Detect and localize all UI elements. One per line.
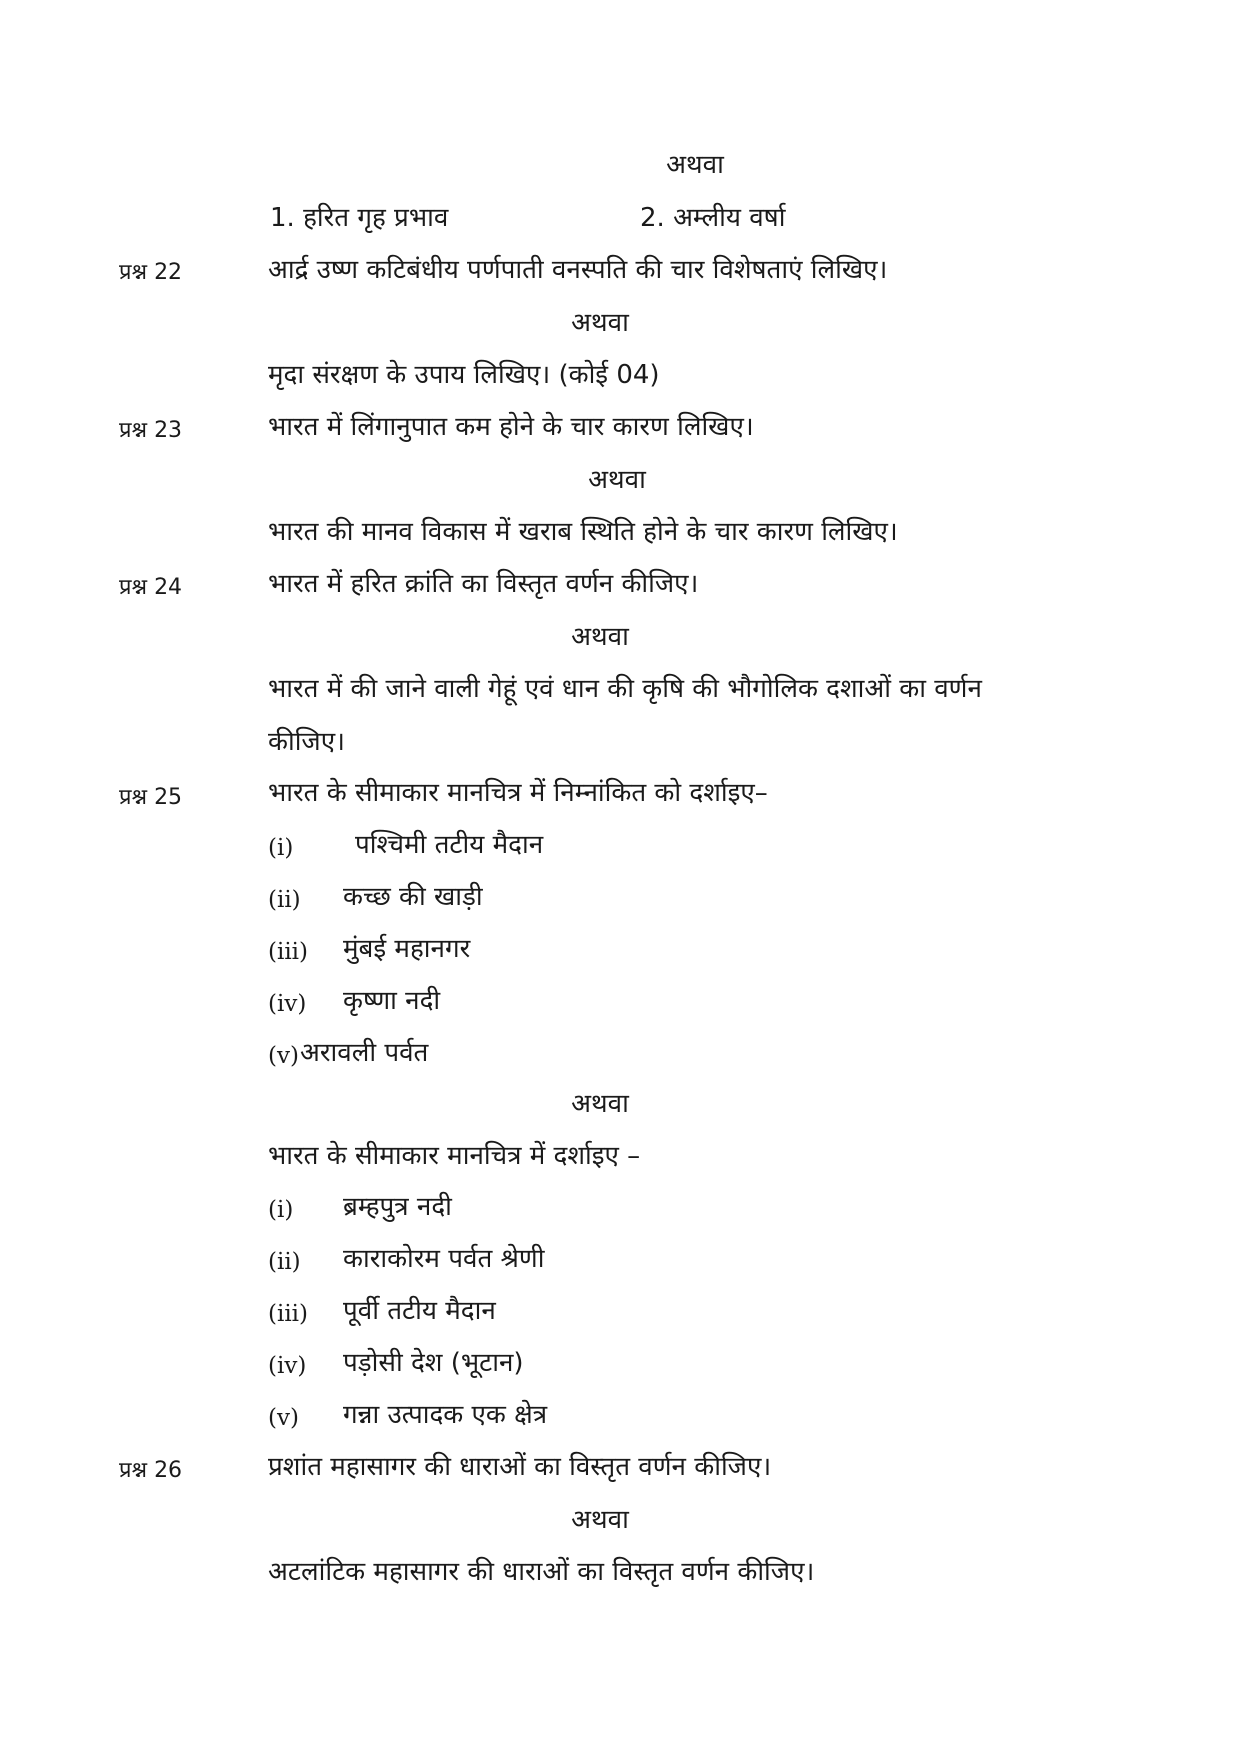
list-item-text: पश्चिमी तटीय मैदान — [355, 830, 544, 860]
question-26-text: प्रशांत महासागर की धाराओं का विस्तृत वर्णन कीजिए। — [268, 1452, 772, 1482]
question-22-text: आर्द्र उष्ण कटिबंधीय पर्णपाती वनस्पति की चार विशेषताएं लिखिए। — [268, 255, 888, 285]
or-label: अथवा — [571, 622, 629, 652]
question-25-alt: भारत के सीमाकार मानचित्र में दर्शाइए – — [268, 1141, 641, 1171]
question-23-label: प्रश्न 23 — [119, 418, 183, 443]
list-item-text: काराकोरम पर्वत श्रेणी — [343, 1244, 545, 1274]
list-item-number: (iii) — [268, 939, 309, 965]
list-item-number: (iv) — [268, 1353, 307, 1379]
question-26-alt: अटलांटिक महासागर की धाराओं का विस्तृत वर्णन कीजिए। — [268, 1557, 815, 1587]
question-25-text: भारत के सीमाकार मानचित्र में निम्नांकित को दर्शाइए– — [268, 778, 768, 808]
question-26-label: प्रश्न 26 — [119, 1458, 183, 1483]
list-item-number: (i) — [268, 1197, 294, 1223]
question-25-label: प्रश्न 25 — [119, 785, 183, 810]
list-item-number: (ii) — [268, 1249, 301, 1275]
list-item-text: पूर्वी तटीय मैदान — [343, 1296, 496, 1326]
prev-option-1: 1. हरित गृह प्रभाव — [270, 203, 449, 233]
list-item-number: (iv) — [268, 991, 307, 1017]
prev-option-2: 2. अम्लीय वर्षा — [640, 203, 786, 233]
list-item-text: मुंबई महानगर — [343, 934, 471, 964]
list-item-text: पड़ोसी देश (भूटान) — [343, 1348, 524, 1378]
or-label: अथवा — [571, 1089, 629, 1119]
or-label: अथवा — [588, 465, 646, 495]
question-24-text: भारत में हरित क्रांति का विस्तृत वर्णन कीजिए। — [268, 569, 699, 599]
list-item-number: (v) — [268, 1043, 299, 1069]
list-item-number: (v) — [268, 1405, 299, 1431]
list-item-text: अरावली पर्वत — [300, 1038, 429, 1068]
question-22-label: प्रश्न 22 — [119, 260, 183, 285]
question-22-alt: मृदा संरक्षण के उपाय लिखिए। (कोई 04) — [268, 360, 660, 390]
list-item-number: (ii) — [268, 887, 301, 913]
or-label: अथवा — [666, 150, 724, 180]
question-24-alt-line1: भारत में की जाने वाली गेहूं एवं धान की कृषि की भौगोलिक दशाओं का वर्णन — [268, 674, 982, 704]
list-item-text: कच्छ की खाड़ी — [343, 882, 483, 912]
question-23-alt: भारत की मानव विकास में खराब स्थिति होने के चार कारण लिखिए। — [268, 517, 898, 547]
list-item-text: कृष्णा नदी — [343, 986, 441, 1016]
list-item-text: ब्रम्हपुत्र नदी — [343, 1192, 452, 1222]
or-label: अथवा — [571, 1505, 629, 1535]
or-label: अथवा — [571, 308, 629, 338]
list-item-number: (iii) — [268, 1301, 309, 1327]
question-23-text: भारत में लिंगानुपात कम होने के चार कारण लिखिए। — [268, 412, 754, 442]
question-24-label: प्रश्न 24 — [119, 575, 183, 600]
list-item-number: (i) — [268, 835, 294, 861]
question-24-alt-line2: कीजिए। — [268, 727, 345, 757]
list-item-text: गन्ना उत्पादक एक क्षेत्र — [343, 1400, 548, 1430]
